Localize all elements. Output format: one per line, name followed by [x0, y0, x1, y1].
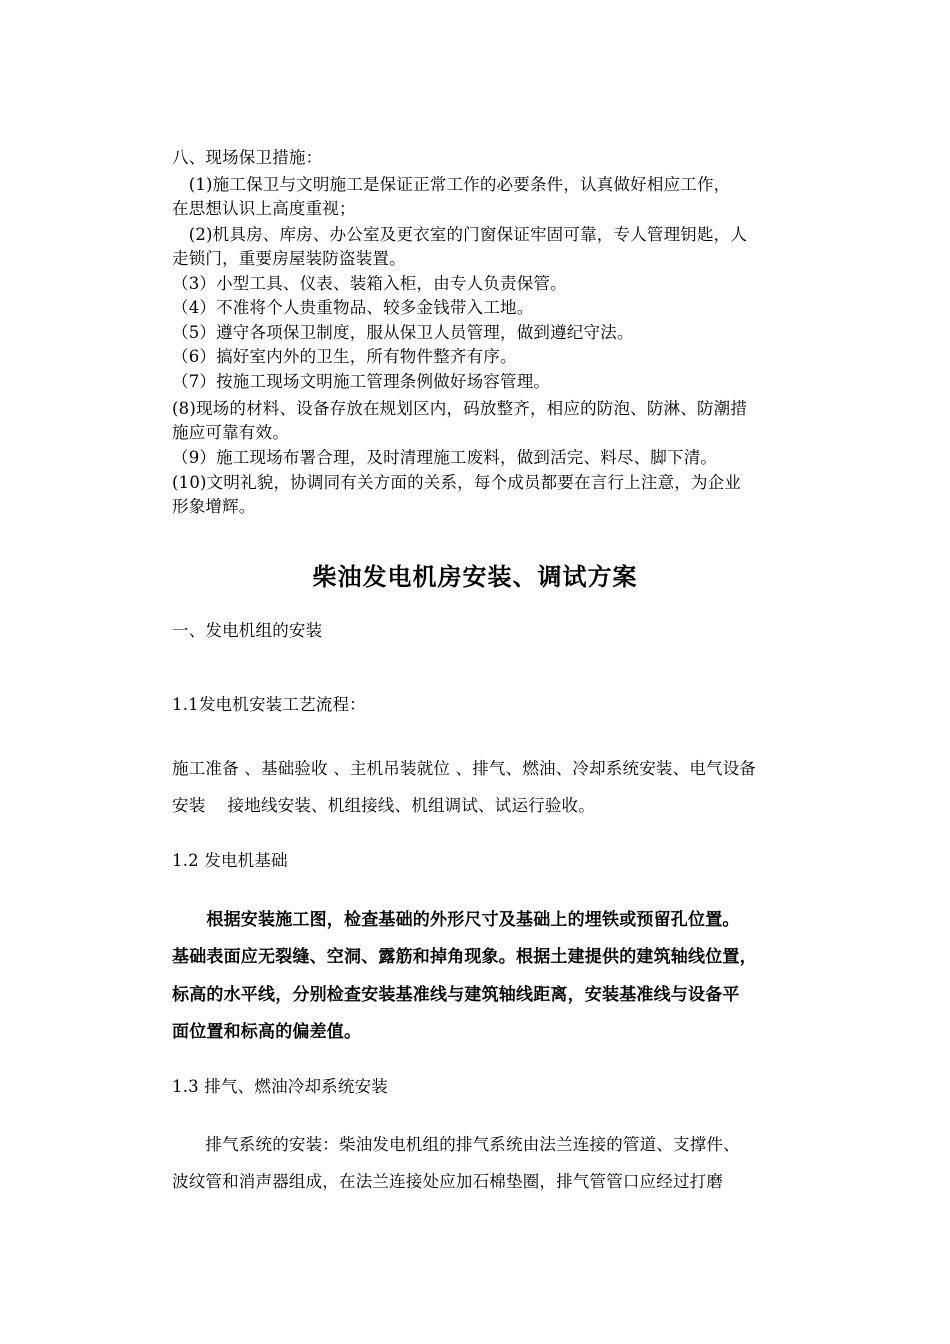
- section-heading: 一、发电机组的安装: [172, 621, 323, 640]
- subsection-heading: 1.3 排气、燃油冷却系统安装: [172, 1077, 388, 1096]
- bold-paragraph-line: 标高的水平线，分别检查安装基准线与建筑轴线距离，安装基准线与设备平: [172, 985, 740, 1005]
- bold-paragraph-line: 基础表面应无裂缝、空洞、露筋和掉角现象。根据土建提供的建筑轴线位置，: [172, 947, 757, 967]
- subsection-heading: 1.1发电机安装工艺流程：: [172, 695, 366, 714]
- bold-paragraph-line: 根据安装施工图，检查基础的外形尺寸及基础上的埋铁或预留孔位置。: [172, 910, 740, 930]
- paragraph-line: 排气系统的安装：柴油发电机组的排气系统由法兰连接的管道、支撑件、: [172, 1135, 740, 1154]
- paragraph-line: 走锁门，重要房屋装防盗装置。: [172, 249, 406, 268]
- paragraph-line: (10)文明礼貌，协调同有关方面的关系，每个成员都要在言行上注意，为企业: [172, 473, 742, 492]
- paragraph-line: (1)施工保卫与文明施工是保证正常工作的必要条件，认真做好相应工作，: [172, 175, 731, 194]
- paragraph-line: 施应可靠有效。: [172, 423, 289, 442]
- paragraph-line: （4）不准将个人贵重物品、较多金钱带入工地。: [172, 298, 534, 317]
- paragraph-line: 安装 接地线安装、机组接线、机组调试、试运行验收。: [172, 796, 595, 815]
- paragraph-line: （3）小型工具、仪表、装箱入柜，由专人负责保管。: [172, 274, 567, 293]
- paragraph-line: （6）搞好室内外的卫生，所有物件整齐有序。: [172, 347, 517, 366]
- paragraph-line: （7）按施工现场文明施工管理条例做好场容管理。: [172, 372, 551, 391]
- document-title: 柴油发电机房安装、调试方案: [312, 563, 638, 591]
- paragraph-line: (8)现场的材料、设备存放在规划区内，码放整齐，相应的防泡、防淋、防潮措: [172, 399, 748, 418]
- paragraph-line: （5）遵守各项保卫制度，服从保卫人员管理，做到遵纪守法。: [172, 323, 634, 342]
- paragraph-line: 波纹管和消声器组成，在法兰连接处应加石棉垫圈，排气管管口应经过打磨: [172, 1172, 724, 1191]
- subsection-heading: 1.2 发电机基础: [172, 851, 288, 870]
- section-heading: 八、现场保卫措施：: [172, 148, 323, 167]
- paragraph-line: （9）施工现场布署合理，及时清理施工废料，做到活完、料尽、脚下清。: [172, 448, 718, 467]
- paragraph-line: 施工准备 、基础验收 、主机吊装就位 、排气、燃油、冷却系统安装、电气设备: [172, 759, 757, 778]
- bold-paragraph-line: 面位置和标高的偏差值。: [172, 1022, 362, 1042]
- paragraph-line: (2)机具房、库房、办公室及更衣室的门窗保证牢固可靠，专人管理钥匙，人: [172, 225, 748, 244]
- paragraph-line: 形象增辉。: [172, 497, 256, 516]
- paragraph-line: 在思想认识上高度重视；: [172, 199, 356, 218]
